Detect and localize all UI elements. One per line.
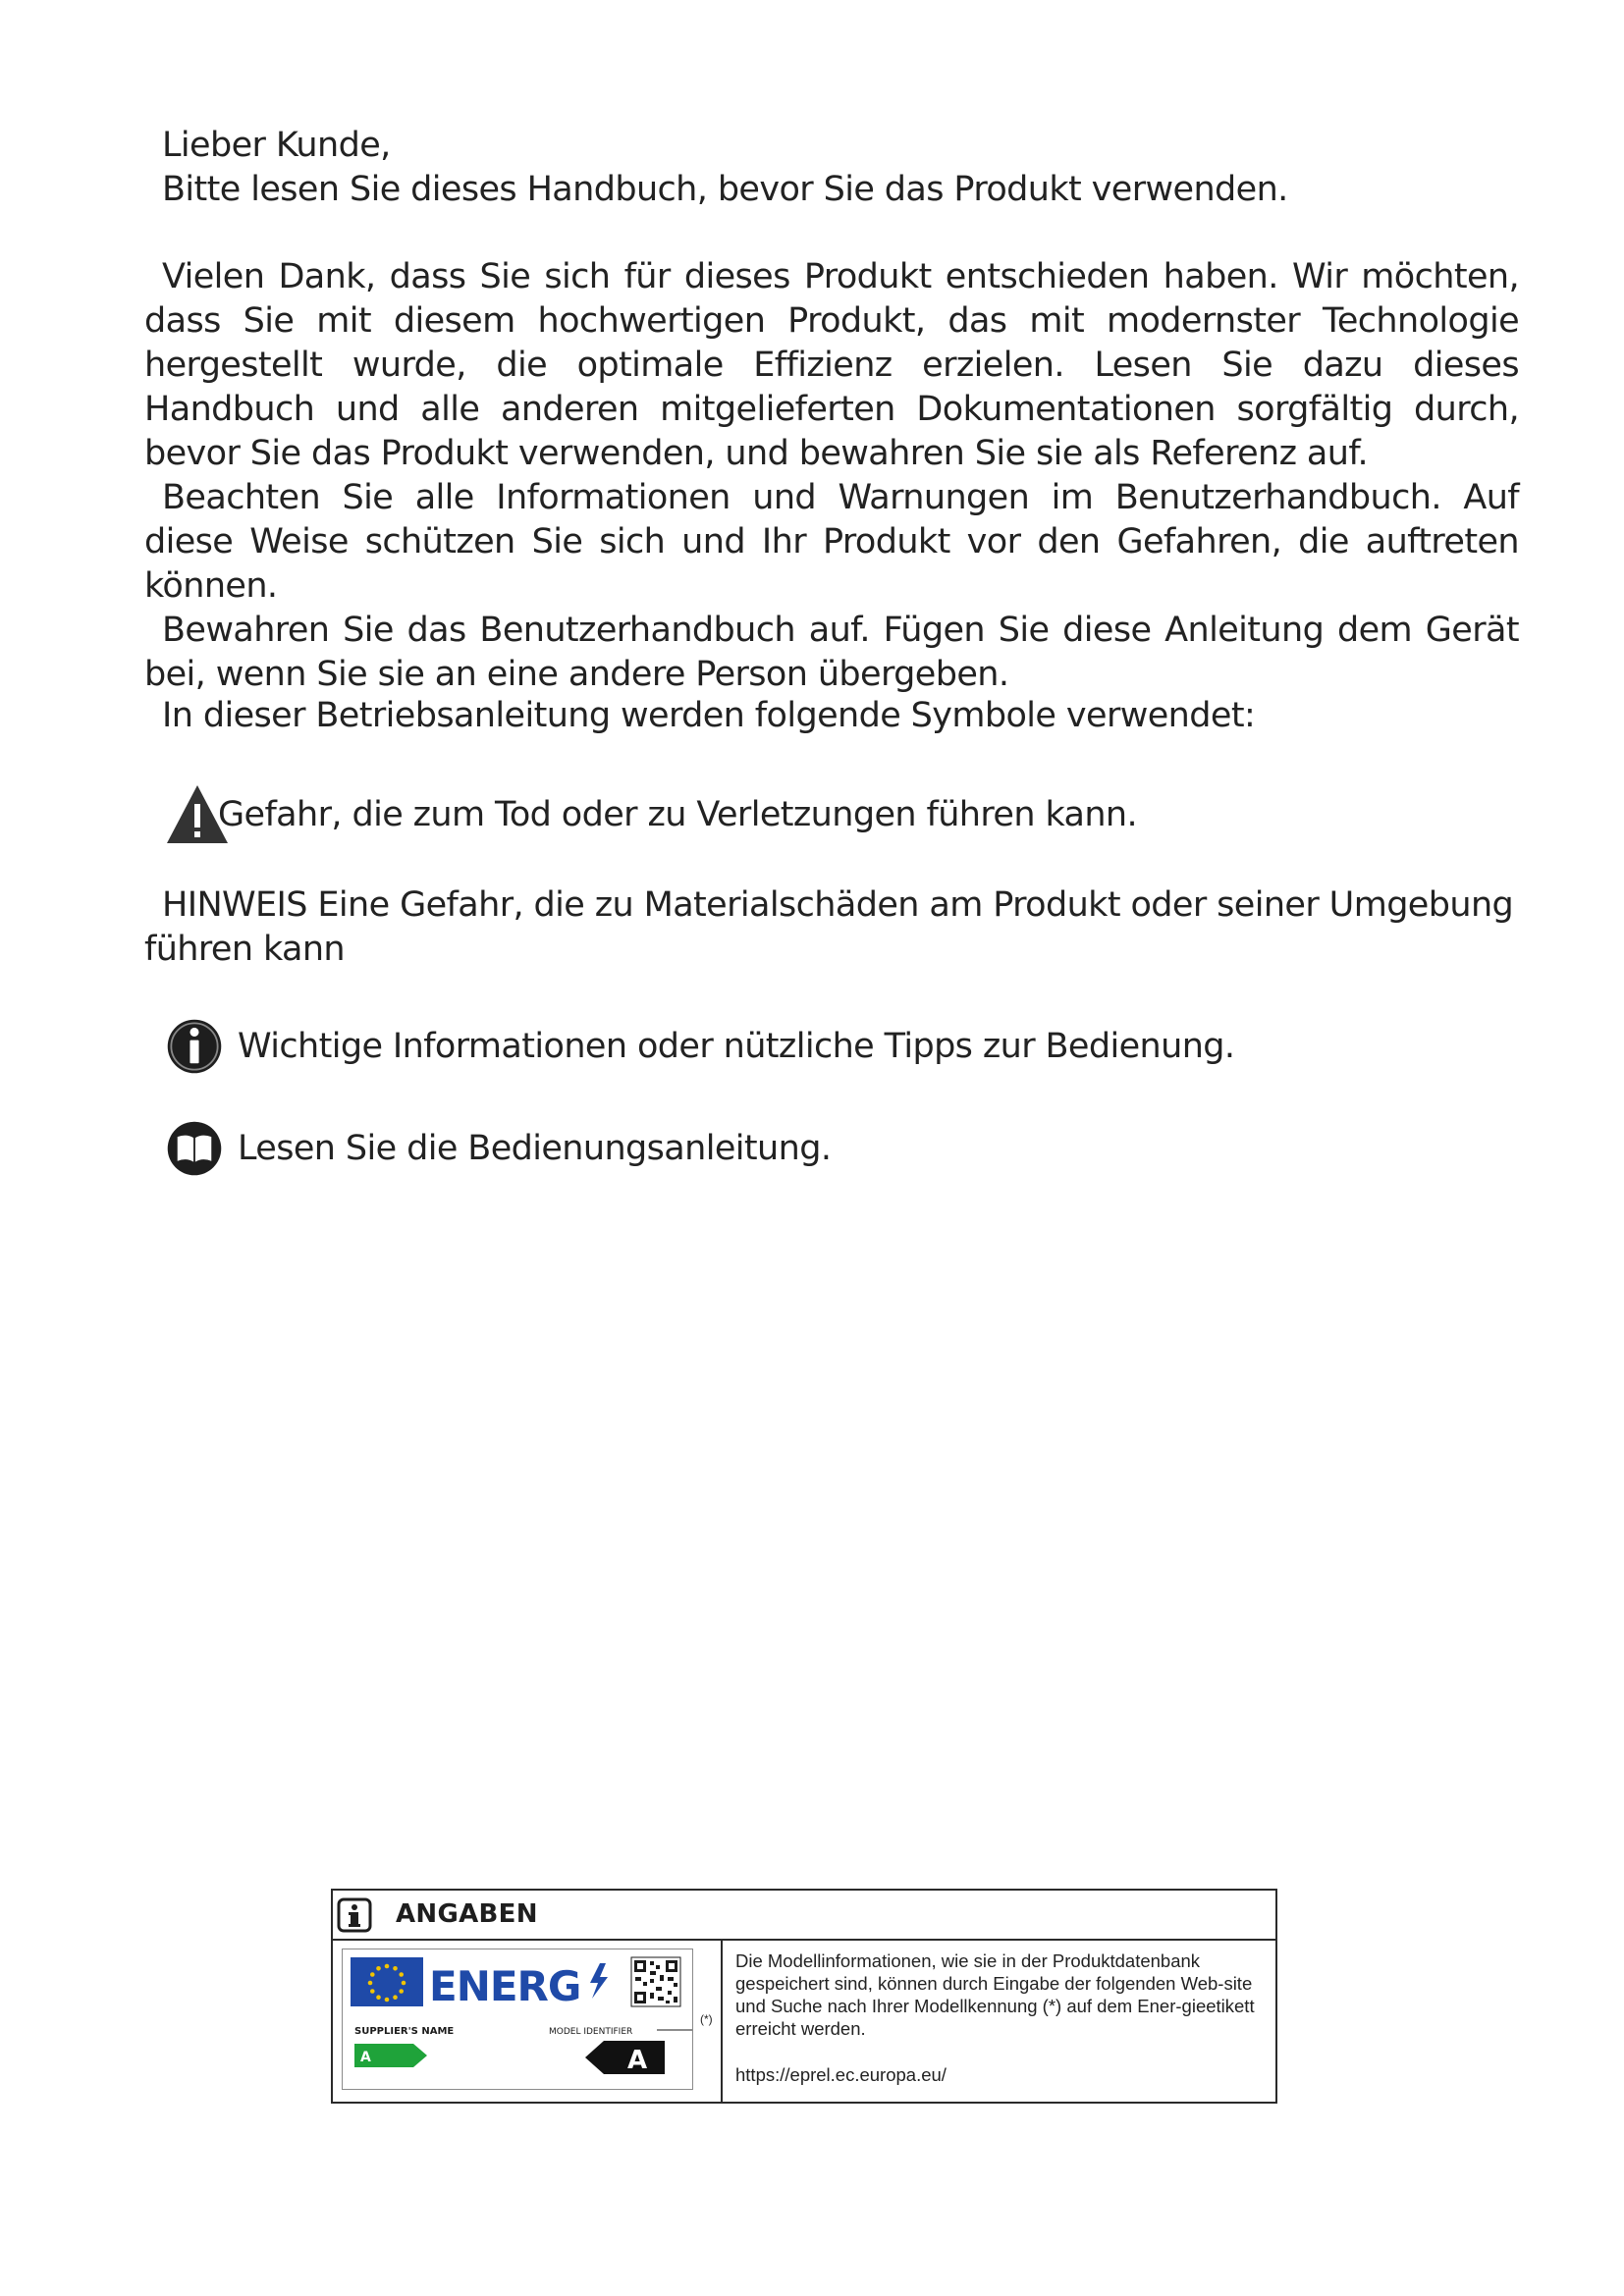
greeting-block (144, 124, 1519, 212)
qr-code-icon (631, 1957, 680, 2006)
warning-text: Gefahr, die zum Tod oder zu Verletzungen führen kann. (218, 795, 1138, 834)
paragraph-thanks: Vielen Dank, dass Sie sich für dieses Produkt entschieden haben. Wir möchten, dass Sie mit diesem hochwertigen Produkt, das mit modernster Technologie hergestellt wurde, die optimale Effizienz erzielen. Lesen Sie dazu dieses Handbuch und alle anderen mitgelieferten Dokumentationen sorgfältig durch, bevor Sie das Produkt verwenden, und bewahren Sie sie als Referenz auf. (144, 257, 1519, 473)
energy-class-indicator-letter: A (627, 2046, 648, 2075)
energy-class-indicator (585, 2041, 665, 2074)
symbols-intro-text: In dieser Betriebsanleitung werden folgende Symbole verwendet: (162, 696, 1256, 735)
manual-text: Lesen Sie die Bedienungsanleitung. (238, 1129, 832, 1168)
energy-description-text: Die Modellinformationen, wie sie in der Produktdatenbank gespeichert sind, können durch Eingabe der folgenden Web-site und Suche nach Ihrer Modellkennung (*) auf dem Ener-gieetikett erreicht werden. (735, 1950, 1255, 2039)
energy-info-description (735, 1949, 1266, 2086)
energy-label-cell (333, 1941, 723, 2102)
energy-label-graphic (343, 1949, 692, 2088)
model-identifier: MODEL IDENTIFIER (549, 2027, 633, 2037)
book-icon (165, 1119, 224, 1178)
notice-block (144, 883, 1519, 972)
read-request: Bitte lesen Sie dieses Handbuch, bevor Sie das Produkt verwenden. (162, 170, 1288, 209)
energy-label-card (342, 1949, 693, 2090)
info-row (165, 1017, 1234, 1076)
lightning-icon (590, 1963, 608, 1999)
energy-brand-text: ENERG (429, 1962, 581, 2010)
info-circle-icon (165, 1017, 224, 1076)
info-square-icon (337, 1897, 372, 1933)
symbols-intro (144, 694, 1519, 738)
notice-text: HINWEIS Eine Gefahr, die zu Materialschäden am Produkt oder seiner Umgebung führen kann (144, 885, 1514, 969)
greeting: Lieber Kunde, (162, 126, 391, 165)
model-marker: (*) (700, 2012, 713, 2026)
supplier-name: SUPPLIER'S NAME (354, 2026, 455, 2037)
energy-info-header (333, 1891, 1275, 1941)
manual-row (165, 1119, 831, 1178)
warning-row (165, 782, 1137, 847)
eprel-url[interactable]: https://eprel.ec.europa.eu/ (735, 2064, 947, 2085)
energy-class-scale-letter: A (360, 2050, 371, 2065)
thanks-paragraph (144, 255, 1519, 697)
energy-info-box (331, 1889, 1277, 2104)
paragraph-keep-manual: Bewahren Sie das Benutzerhandbuch auf. Fügen Sie diese Anleitung dem Gerät bei, wenn Sie sie an eine andere Person übergeben. (144, 611, 1519, 694)
energy-info-title: ANGABEN (396, 1899, 538, 1929)
info-text: Wichtige Informationen oder nützliche Tipps zur Bedienung. (238, 1027, 1235, 1066)
paragraph-warnings: Beachten Sie alle Informationen und Warnungen im Benutzerhandbuch. Auf diese Weise schützen Sie sich und Ihr Produkt vor den Gefahren, die auftreten können. (144, 478, 1519, 606)
